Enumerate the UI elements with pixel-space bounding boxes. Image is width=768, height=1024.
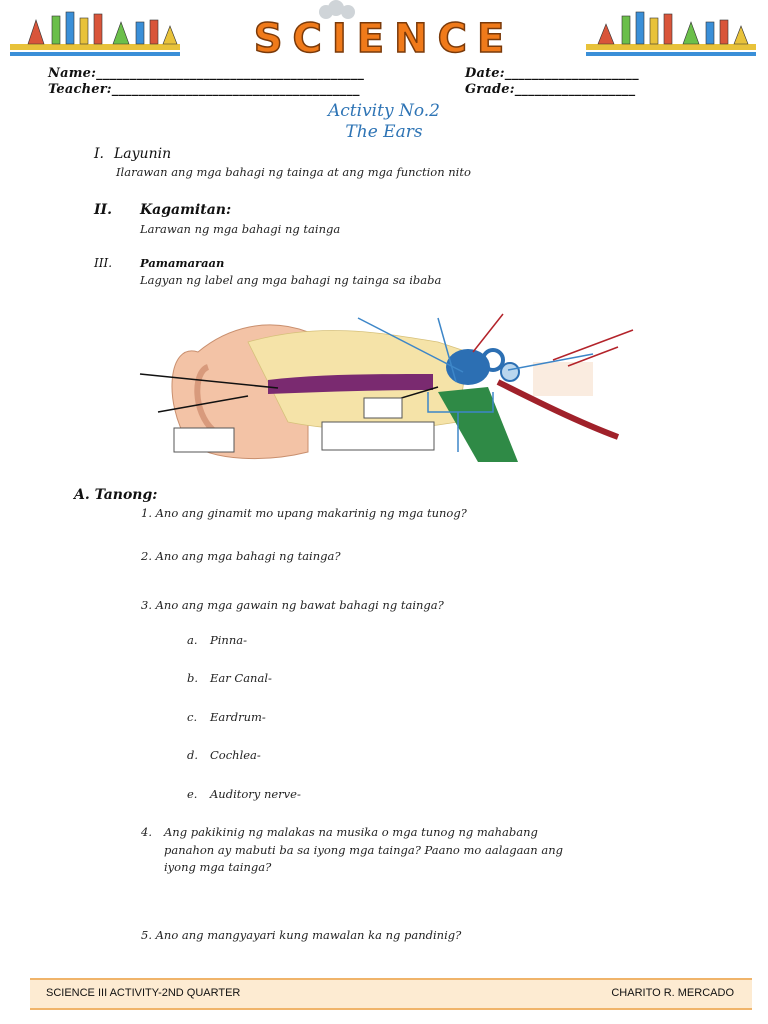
grade-field[interactable]: Grade:__________________: [465, 82, 636, 97]
part-b-text: Ear Canal-: [210, 671, 272, 685]
question-2: 2. Ano ang mga bahagi ng tainga?: [141, 549, 341, 563]
section-layunin-body: Ilarawan ang mga bahagi ng tainga at ang mga function nito: [116, 165, 471, 179]
part-c-letter: c.: [187, 710, 198, 724]
question-4-line-3: iyong mga tainga?: [164, 860, 272, 874]
section-pamamaraan-title: Pamamaraan: [140, 256, 225, 270]
section-pamamaraan-body: Lagyan ng label ang mga bahagi ng tainga sa ibaba: [140, 273, 442, 287]
activity-subtitle: The Ears: [345, 122, 423, 142]
section-kagamitan-body: Larawan ng mga bahagi ng tainga: [140, 222, 341, 236]
activity-title: Activity No.2: [328, 101, 440, 121]
question-3: 3. Ano ang mga gawain ng bawat bahagi ng tainga?: [141, 598, 444, 612]
date-field[interactable]: Date:____________________: [465, 66, 639, 81]
footer-right-text: CHARITO R. MERCADO: [611, 987, 734, 999]
eustachian-tube-shape: [438, 387, 518, 462]
question-4-line-2: panahon ay mabuti ba sa iyong mga tainga? Paano mo aalagaan ang: [164, 843, 563, 857]
part-b-letter: b.: [187, 671, 199, 685]
label-box-1: [174, 428, 234, 452]
lab-equipment-left-icon: [10, 12, 180, 56]
section-kagamitan-title: Kagamitan:: [140, 202, 232, 218]
science-banner-word: SCIENCE: [253, 16, 515, 62]
label-lines-red: [473, 314, 633, 366]
part-a-letter: a.: [187, 633, 198, 647]
section-layunin-title: Layunin: [114, 146, 172, 162]
ear-diagram-image: [138, 312, 643, 462]
page-footer: [30, 978, 752, 1010]
part-e-text: Auditory nerve-: [210, 787, 301, 801]
question-4-line-1: Ang pakikinig ng malakas na musika o mga tunog ng mahabang: [164, 825, 538, 839]
question-1: 1. Ano ang ginamit mo upang makarinig ng mga tunog?: [141, 506, 467, 520]
lab-equipment-right-icon: [586, 12, 756, 56]
part-d-text: Cochlea-: [210, 748, 261, 762]
question-4-number: 4.: [141, 825, 152, 839]
part-e-letter: e.: [187, 787, 198, 801]
name-field[interactable]: Name:________________________________________: [48, 66, 365, 81]
part-a-text: Pinna-: [210, 633, 247, 647]
teacher-field[interactable]: Teacher:_____________________________________: [48, 82, 360, 97]
section-kagamitan-number: II.: [94, 202, 112, 218]
section-pamamaraan-number: III.: [94, 256, 113, 270]
label-box-2: [322, 422, 434, 450]
science-banner: [8, 0, 760, 62]
footer-left-text: SCIENCE III ACTIVITY-2ND QUARTER: [46, 987, 241, 999]
question-5: 5. Ano ang mangyayari kung mawalan ka ng pandinig?: [141, 928, 462, 942]
tanong-heading: A. Tanong:: [74, 487, 158, 503]
part-c-text: Eardrum-: [210, 710, 266, 724]
label-box-3: [364, 398, 402, 418]
part-d-letter: d.: [187, 748, 199, 762]
section-layunin-number: I.: [94, 146, 104, 162]
